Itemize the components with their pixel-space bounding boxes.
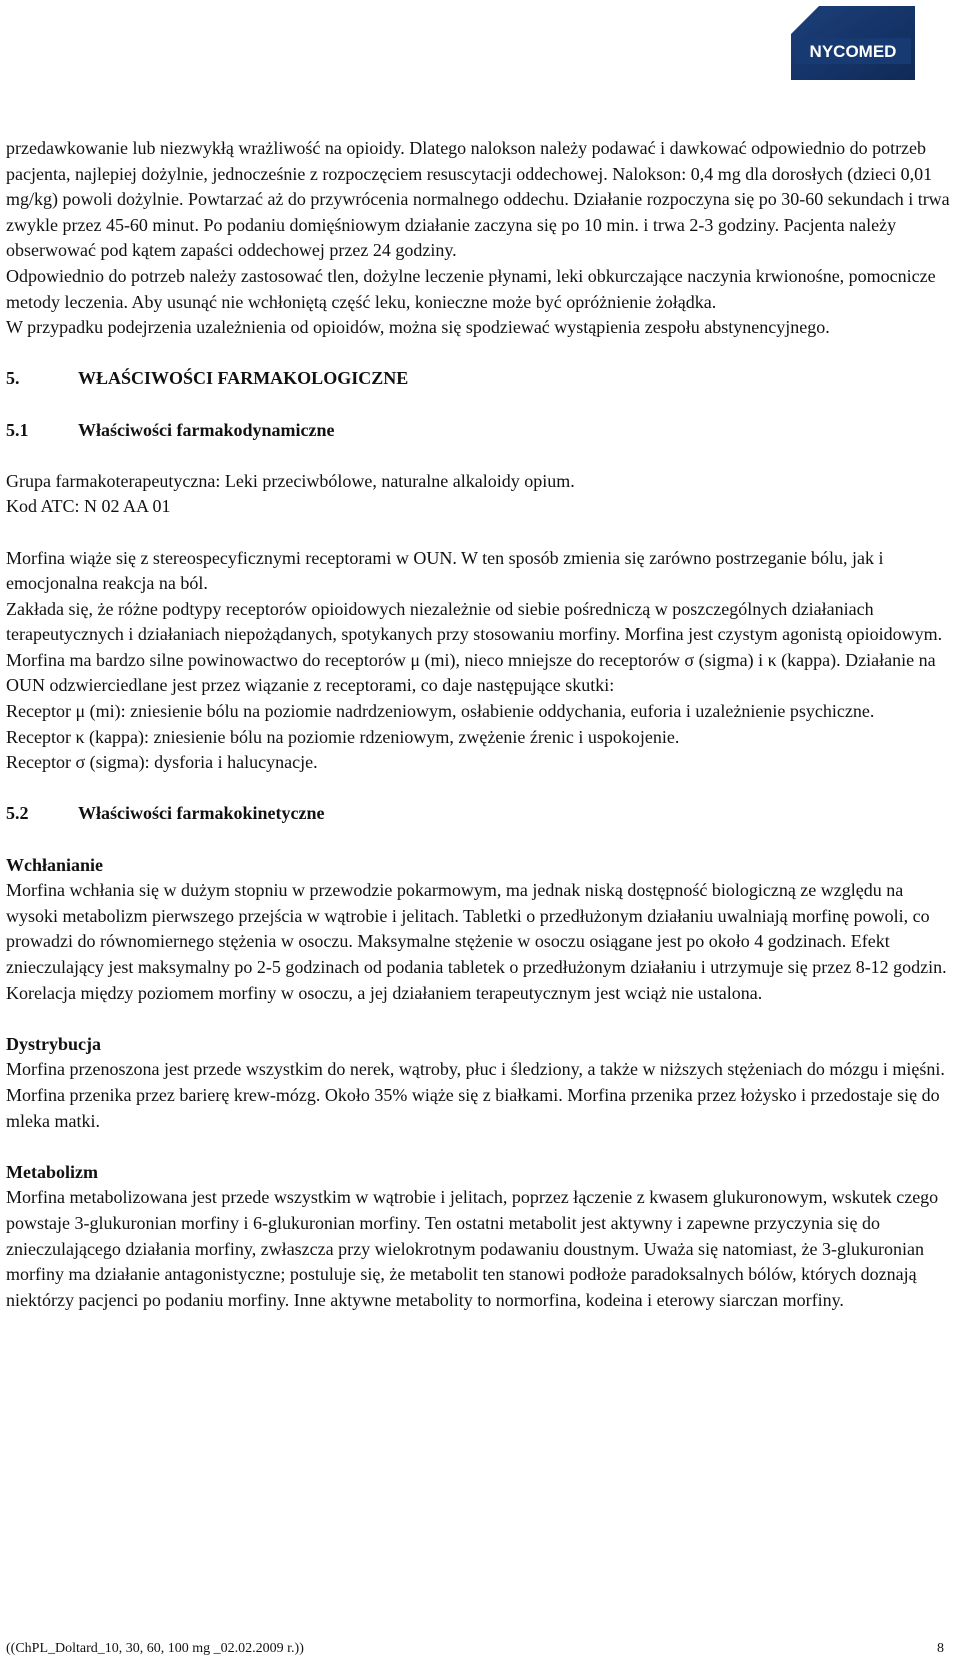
section-5-1-heading <box>6 418 954 444</box>
intro-paragraph: przedawkowanie lub niezwykłą wrażliwość na opioidy. Dlatego nalokson należy podawać i dawkować odpowiednio do potrzeb pacjenta, najlepiej dożylnie, jednocześnie z rozpoczęciem resuscytacji oddechowej. Nalokson: 0,4 mg dla dorosłych (dzieci 0,01 mg/kg) powoli dożylnie. Powtarzać aż do przywrócenia normalnego oddechu. Działanie rozpoczyna się po 30-60 sekundach i trwa zwykle przez 45-60 minut. Po podaniu domięśniowym działanie zaczyna się po 10 min. i trwa 2-3 godziny. Pacjenta należy obserwować pod kątem zapaści oddechowej przez 24 godziny. <box>6 138 950 261</box>
receptor-sigma-text: Receptor σ (sigma): dysforia i halucynacje. <box>6 752 318 773</box>
intro-paragraph: Odpowiednio do potrzeb należy zastosować tlen, dożylne leczenie płynami, leki obkurczające naczynia krwionośne, pomocnicze metody leczenia. Aby usunąć nie wchłoniętą część leku, konieczne może być opróżnienie żołądka. <box>6 265 936 312</box>
document-body <box>6 136 954 1313</box>
logo-text: NYCOMED <box>809 42 897 61</box>
nycomed-logo <box>791 4 919 82</box>
pharmacodynamics-paragraph: Morfina wiąże się z stereospecyficznymi receptorami w OUN. W ten sposób zmienia się zarówno postrzeganie bólu, jak i emocjonalna reakcja na ból. <box>6 547 884 594</box>
section-number: 5.2 <box>6 803 29 824</box>
metabolism-heading: Metabolizm <box>6 1161 98 1182</box>
absorption-text: Morfina wchłania się w dużym stopniu w przewodzie pokarmowym, ma jednak niską dostępność biologiczną ze względu na wysoki metabolizm pierwszego przejścia w wątrobie i jelitach. Tabletki o przedłużonym działaniu uwalniają morfinę powoli, co prowadzi do równomiernego stężenia w osoczu. Maksymalne stężenie w osoczu osiągane jest po około 4 godzinach. Efekt znieczulający jest maksymalny po 2-5 godzinach od podania tabletek o przedłużonym działaniu i utrzymuje się przez 8-12 godzin. Korelacja między poziomem morfiny w osoczu, a jej działaniem terapeutycznym jest wciąż nie ustalona. <box>6 880 947 1003</box>
distribution-heading: Dystrybucja <box>6 1033 101 1054</box>
metabolism-text: Morfina metabolizowana jest przede wszystkim w wątrobie i jelitach, poprzez łączenie z kwasem glukuronowym, wskutek czego powstaje 3-glukuronian morfiny i 6-glukuronian morfiny. Ten ostatni metabolit jest aktywny i zapewne przyczynia się do znieczulającego działania morfiny, zwłaszcza przy wielokrotnym podawaniu doustnym. Uważa się natomiast, że 3-glukuronian morfiny ma działanie antagonistyczne; postuluje się, że metabolit ten stanowi podłoże paradoksalnych bólów, których doznają niektórzy pacjenci po podaniu morfiny. Inne aktywne metabolity to normorfina, kodeina i eterowy siarczan morfiny. <box>6 1187 939 1310</box>
distribution-text: Morfina przenoszona jest przede wszystkim do nerek, wątroby, płuc i śledziony, a także w niższych stężeniach do mózgu i mięśni. Morfina przenika przez barierę krew-mózg. Około 35% wiąże się z białkami. Morfina przenika przez łożysko i przedostaje się do mleka matki. <box>6 1059 945 1131</box>
atc-code: Kod ATC: N 02 AA 01 <box>6 496 171 517</box>
absorption-heading: Wchłanianie <box>6 854 104 875</box>
section-number: 5.1 <box>6 419 29 440</box>
receptor-kappa-text: Receptor κ (kappa): zniesienie bólu na poziomie rdzeniowym, zwężenie źrenic i uspokojenie. <box>6 726 680 747</box>
section-title: Właściwości farmakodynamiczne <box>78 419 335 440</box>
pharmacotherapeutic-group: Grupa farmakoterapeutyczna: Leki przeciwbólowe, naturalne alkaloidy opium. <box>6 470 575 491</box>
intro-paragraph: W przypadku podejrzenia uzależnienia od opioidów, można się spodziewać wystąpienia zespołu abstynencyjnego. <box>6 317 830 338</box>
section-number: 5. <box>6 368 20 389</box>
page-number: 8 <box>937 1641 944 1656</box>
document-id: ((ChPL_Doltard_10, 30, 60, 100 mg _02.02.2009 r.)) <box>6 1641 304 1656</box>
receptor-mu-text: Receptor μ (mi): zniesienie bólu na poziomie nadrdzeniowym, osłabienie oddychania, euforia i uzależnienie psychiczne. <box>6 701 875 722</box>
page-footer <box>6 1641 944 1657</box>
section-5-heading <box>6 366 954 392</box>
section-5-2-heading <box>6 801 954 827</box>
pharmacodynamics-paragraph: Zakłada się, że różne podtypy receptorów opioidowych niezależnie od siebie pośredniczą w poszczególnych działaniach terapeutycznych i działaniach niepożądanych, spotykanych przy stosowaniu morfiny. Morfina jest czystym agonistą opioidowym. Morfina ma bardzo silne powinowactwo do receptorów μ (mi), nieco mniejsze do receptorów σ (sigma) i κ (kappa). Działanie na OUN odzwierciedlane jest przez wiązanie z receptorami, co daje następujące skutki: <box>6 598 943 696</box>
section-title: Właściwości farmakokinetyczne <box>78 803 325 824</box>
section-title: WŁAŚCIWOŚCI FARMAKOLOGICZNE <box>78 368 409 389</box>
